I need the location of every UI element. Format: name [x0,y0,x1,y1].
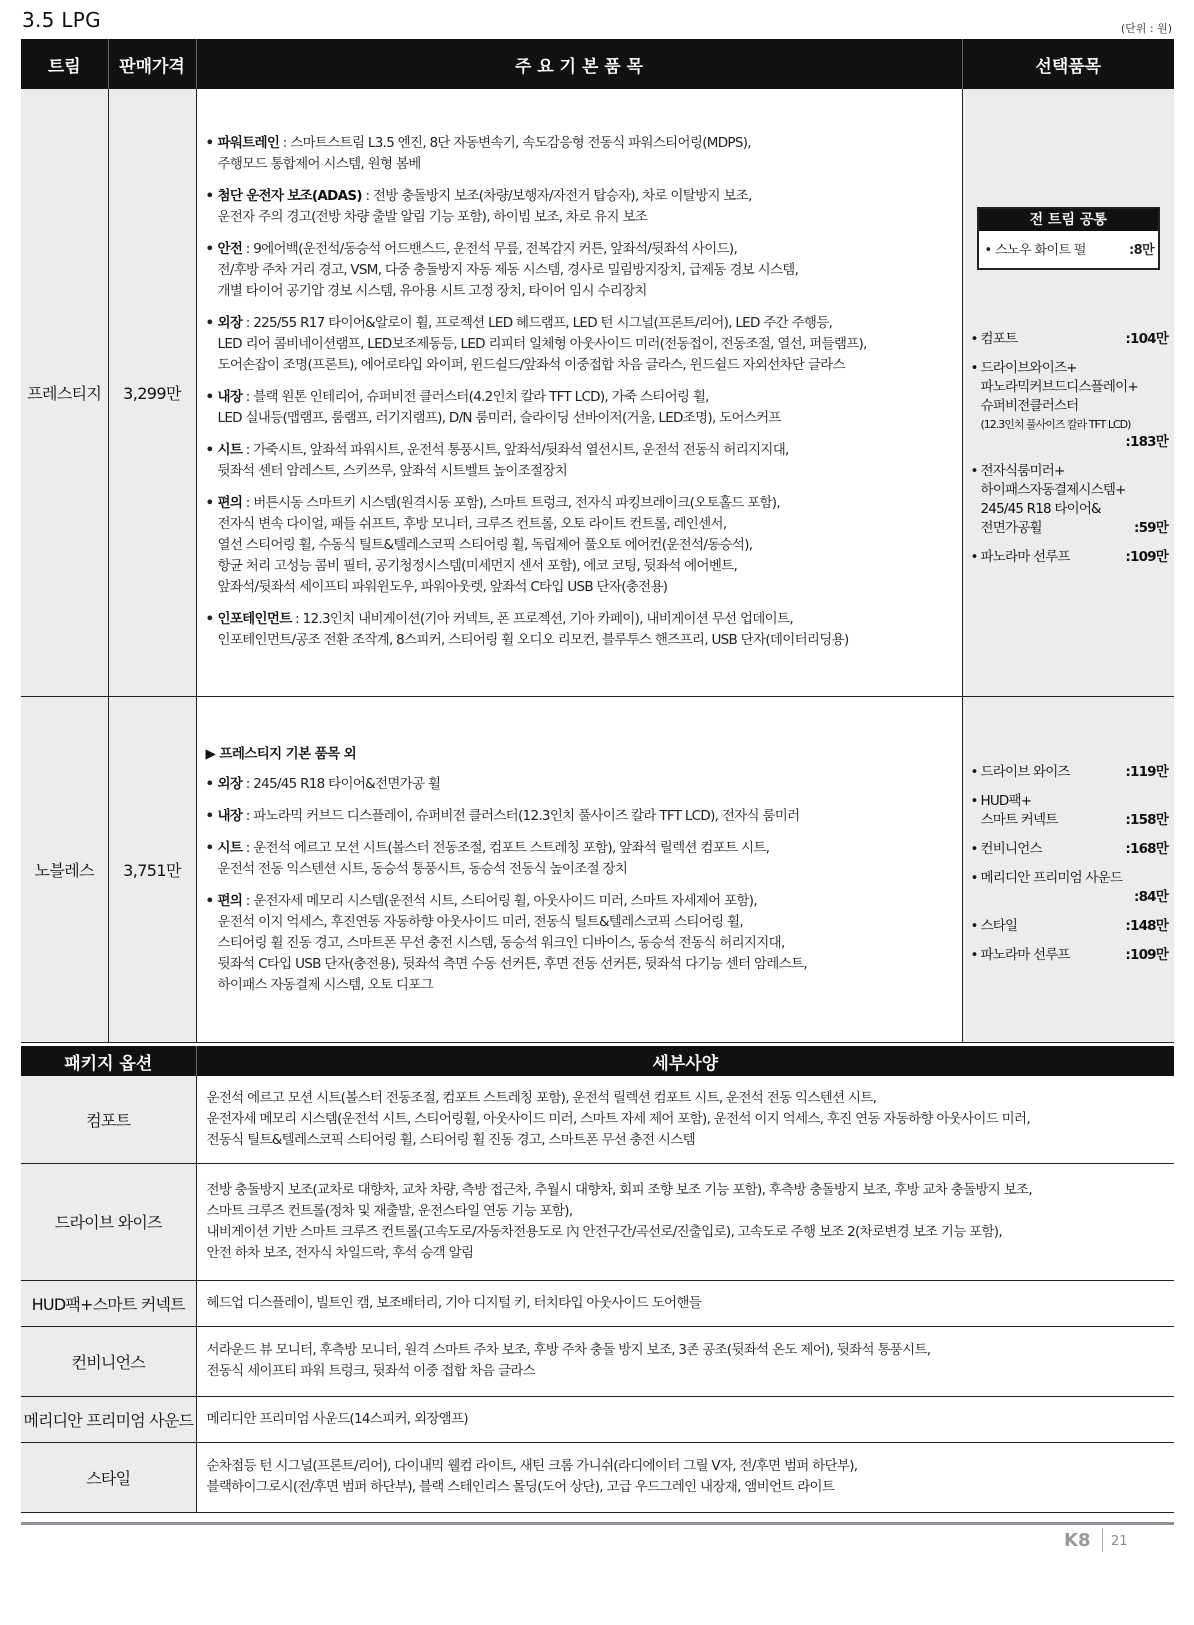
item-category: 외장 [217,776,243,792]
option-price: :59만 [1133,520,1168,537]
package-detail-line: 내비게이션 기반 스마트 크루즈 컨트롤(고속도로/자동차전용도로 內 안전구간/곡선로/진출입로), 고속도로 주행 보조 2(차로변경 보조 기능 포함), [206,1223,1002,1240]
item-text: 항균 처리 고성능 콤비 필터, 공기청정시스템(미세먼지 센서 포함), 에코 코팅, 뒷좌석 에어벤트, [217,558,738,575]
item-text: 도어손잡이 조명(프론트), 에어로타입 와이퍼, 윈드쉴드/앞좌석 이중접합 차음 글라스, 윈드쉴드 자외선차단 글라스 [217,357,845,374]
option-item [971,917,1169,936]
option-row [981,811,1169,830]
option-name: 슈퍼비전클러스터 [980,398,1079,415]
item-text: 열선 스티어링 휠, 수동식 틸트&텔레스코픽 스티어링 휠, 독립제어 풀오토 에어컨(운전석/동승석), [217,537,753,554]
item-text: 블랙 원톤 인테리어, 슈퍼비전 클러스터(4.2인치 칼라 TFT LCD), 가죽 스티어링 휠, [253,389,709,406]
item-category: 시트 [217,442,243,459]
item-text: 운전자 주의 경고(전방 차량 출발 알림 기능 포함), 하이빔 보조, 차로 유지 보조 [217,209,648,226]
package-detail [196,1280,1174,1326]
option-row [981,917,1169,936]
item-text: LED 리어 콤비네이션램프, LED보조제동등, LED 리피터 일체형 아웃사이드 미러(전동접이, 전동조절, 열선, 퍼들램프), [217,336,867,353]
item-text: 운전석 이지 억세스, 후진연동 자동하향 아웃사이드 미러, 전동식 틸트&텔레스코픽 스티어링 휠, [217,914,743,930]
package-detail-line: 메리디안 프리미엄 사운드(14스피커, 외장앰프) [206,1410,468,1427]
option-name: • 파노라마 선루프 [980,947,1070,963]
option-name: • 메리디안 프리미엄 사운드 [980,870,1123,886]
item-category: 인포테인먼트 [217,611,292,628]
trim-name: 노블레스 [21,696,108,1042]
common-options-title: 전 트림 공통 [979,209,1159,231]
footer-separator [1102,1528,1103,1552]
package-row [21,1326,1174,1396]
item-text: 운전석 전동 익스텐션 시트, 동승석 통풍시트, 동승석 전동식 높이조절 장치 [217,861,628,877]
item-text: 주행모드 통합제어 시스템, 원형 봄베 [217,156,421,173]
item-category: 편의 [217,495,243,512]
package-row [21,1163,1174,1280]
package-detail-line: 스마트 크루즈 컨트롤(정차 및 재출발, 운전스타일 연동 기능 포함), [206,1202,573,1219]
item-text: 9에어백(운전석/동승석 어드밴스드, 운전석 무릎, 전복감지 커튼, 앞좌석/뒷좌석 사이드), [253,241,738,258]
item-text: LED 실내등(맵램프, 룸램프, 러기지램프), D/N 룸미러, 슬라이딩 선바이저(거울, LED조명), 도어스커프 [217,410,781,427]
item-text: 전자식 변속 다이얼, 패들 쉬프트, 후방 모니터, 크루즈 컨트롤, 오토 라이트 컨트롤, 레인센서, [217,516,727,533]
package-name: 메리디안 프리미엄 사운드 [21,1396,196,1442]
package-name: 컨비니언스 [21,1326,196,1396]
basic-items-cell [196,696,962,1042]
option-name: 스노우 화이트 펄 [995,243,1086,259]
option-name: 스마트 커넥트 [980,812,1058,828]
option-name: • 스타일 [980,918,1018,934]
item-entry: • 첨단 운전자 보조(ADAS) : 전방 충돌방지 보조(차량/보행자/자전거 탑승자), 차로 이탈방지 보조, 운전자 주의 경고(전방 차량 출발 알림 기능 포함), 하이빔 보조, 차로 유지 보조 [206,186,954,228]
item-entry: • 외장 : 225/55 R17 타이어&알로이 휠, 프로젝션 LED 헤드램프, LED 턴 시그널(프론트/리어), LED 주간 주행등, LED 리어 콤비네이션램프, LED보조제동등, LED 리피터 일체형 아웃사이드 미러(전동접이, 전동조절, 열선, 퍼들램프), 도어손잡이 조명(프론트), 에어로타입 와이퍼, 윈드쉴드/앞좌석 이중접합 차음 글라스, 윈드쉴드 자외선차단 글라스 [206,313,954,376]
package-detail [196,1326,1174,1396]
item-category: 내장 [217,808,243,824]
option-name: • 드라이브와이즈+ [980,360,1077,377]
trim-row-prestige [21,89,1174,696]
item-text: 버튼시동 스마트키 시스템(원격시동 포함), 스마트 트렁크, 전자식 파킹브레이크(오토홀드 포함), [253,495,780,512]
option-price: :183만 [1125,434,1168,451]
package-detail-line: 블랙하이그로시(전/후면 범퍼 하단부), 블랙 스테인리스 몰딩(도어 상단), 고급 우드그레인 내장재, 앰비언트 라이트 [206,1479,835,1495]
option-item [971,330,1169,349]
basic-items-list [197,774,962,996]
package-detail-line: 전방 충돌방지 보조(교차로 대향차, 교차 차량, 측방 접근차, 추월시 대향차, 회피 조향 보조 기능 포함), 후측방 충돌방지 보조, 후방 교차 충돌방지 보조, [206,1181,1032,1198]
item-text: 전방 충돌방지 보조(차량/보행자/자전거 탑승자), 차로 이탈방지 보조, [372,188,752,205]
option-item [971,548,1169,567]
option-price: :168만 [1125,841,1168,857]
option-price: :8만 [1128,243,1154,259]
options-list [963,330,1175,567]
header-price: 판매가격 [108,39,196,89]
item-entry: • 파워트레인 : 스마트스트림 L3.5 엔진, 8단 자동변속기, 속도감응형 전동식 파워스티어링(MDPS), 주행모드 통합제어 시스템, 원형 봄베 [206,133,954,175]
item-category: 안전 [217,241,243,258]
unit-note: (단위 : 원) [1120,22,1172,35]
option-name: 전면가공휠 [980,520,1042,537]
item-entry: • 인포테인먼트 : 12.3인치 내비게이션(기아 커넥트, 폰 프로젝션, 기아 카페이), 내비게이션 무선 업데이트, 인포테인먼트/공조 전환 조작계, 8스피커, 스티어링 휠 오디오 리모컨, 블루투스 핸즈프리, USB 단자(데이터리딩용) [206,609,954,651]
item-entry: • 편의 : 운전자세 메모리 시스템(운전석 시트, 스티어링 휠, 아웃사이드 미러, 스마트 자세제어 포함), 운전석 이지 억세스, 후진연동 자동하향 아웃사이드 미러, 전동식 틸트&텔레스코픽 스티어링 휠, 스티어링 휠 진동 경고, 스마트폰 무선 충전 시스템, 동승석 워크인 디바이스, 동승석 전동식 허리지지대, 뒷좌석 C타입 USB 단자(충전용), 뒷좌석 측면 수동 선커튼, 후면 전동 선커튼, 뒷좌석 다기능 센터 암레스트, 하이패스 자동결제 시스템, 오토 디포그 [206,891,954,996]
item-entry: • 편의 : 버튼시동 스마트키 시스템(원격시동 포함), 스마트 트렁크, 전자식 파킹브레이크(오토홀드 포함), 전자식 변속 다이얼, 패들 쉬프트, 후방 모니터, 크루즈 컨트롤, 오토 라이트 컨트롤, 레인센서, 열선 스티어링 휠, 수동식 틸트&텔레스코픽 스티어링 휠, 독립제어 풀오토 에어컨(운전석/동승석), 항균 처리 고성능 콤비 필터, 공기청정시스템(미세먼지 센서 포함), 에코 코팅, 뒷좌석 에어벤트, 앞좌석/뒷좌석 세이프티 파워윈도우, 파워아웃렛, 앞좌석 C타입 USB 단자(충전용) [206,493,954,598]
page-title: 3.5 LPG [22,8,101,32]
option-item [971,840,1169,859]
option-price: :84만 [1133,889,1168,905]
item-text: 245/45 R18 타이어&전면가공 휠 [253,776,441,792]
option-row [981,548,1169,567]
option-name: 하이패스자동결제시스템+ [980,482,1126,499]
option-name: 파노라믹커브드디스플레이+ [980,379,1138,396]
package-detail-line: 헤드업 디스플레이, 빌트인 캠, 보조배터리, 기아 디지털 키, 터치타입 아웃사이드 도어핸들 [206,1294,702,1311]
item-entry: • 안전 : 9에어백(운전석/동승석 어드밴스드, 운전석 무릎, 전복감지 커튼, 앞좌석/뒷좌석 사이드), 전/후방 주차 거리 경고, VSM, 다중 충돌방지 자동 제동 시스템, 경사로 밀림방지장치, 급제동 경보 시스템, 개별 타이어 공기압 경보 시스템, 유아용 시트 고정 장치, 타이어 임시 수리장치 [206,239,954,302]
option-name: • 드라이브 와이즈 [980,764,1070,780]
common-option-item: • 스노우 화이트 펄 :8만 [979,231,1159,268]
footer-divider [21,1522,1174,1525]
option-row [981,946,1169,965]
item-text: 스마트스트림 L3.5 엔진, 8단 자동변속기, 속도감응형 전동식 파워스티어링(MDPS), [290,135,751,152]
package-detail [196,1076,1174,1163]
option-name: • 파노라마 선루프 [980,549,1070,566]
package-detail-line: 전동식 세이프티 파워 트렁크, 뒷좌석 이중 접합 차음 글라스 [206,1363,536,1379]
option-row [981,330,1169,349]
option-item [971,359,1169,452]
item-category: 파워트레인 [217,135,280,152]
package-row [21,1442,1174,1512]
package-detail [196,1396,1174,1442]
header-package-detail: 세부사양 [196,1046,1174,1076]
option-name: • 전자식룸미러+ [980,463,1065,480]
option-row [981,519,1169,538]
header-trim: 트림 [21,39,108,89]
item-text: 인포테인먼트/공조 전환 조작계, 8스피커, 스티어링 휠 오디오 리모컨, 블루투스 핸즈프리, USB 단자(데이터리딩용) [217,632,849,649]
item-text: 운전자세 메모리 시스템(운전석 시트, 스티어링 휠, 아웃사이드 미러, 스마트 자세제어 포함), [253,893,757,909]
package-detail-line: 안전 하차 보조, 전자식 차일드락, 후석 승객 알림 [206,1244,474,1261]
item-text: 225/55 R17 타이어&알로이 휠, 프로젝션 LED 헤드램프, LED 턴 시그널(프론트/리어), LED 주간 주행등, [253,315,833,332]
item-text: 뒷좌석 센터 암레스트, 스키쓰루, 앞좌석 시트벨트 높이조절장치 [217,463,568,480]
item-category: 내장 [217,389,243,406]
item-text: 파노라믹 커브드 디스플레이, 슈퍼비전 클러스터(12.3인치 풀사이즈 칼라 TFT LCD), 전자식 룸미러 [253,808,800,824]
item-entry: • 외장 : 245/45 R18 타이어&전면가공 휠 [206,774,954,795]
options-cell [962,89,1174,696]
item-category: 편의 [217,893,243,909]
header-package-name: 패키지 옵션 [21,1046,196,1076]
option-price: :119만 [1125,764,1168,780]
option-price: :104만 [1125,331,1168,348]
options-cell [962,696,1174,1042]
option-name: • HUD팩+ [980,793,1032,809]
item-text: 개별 타이어 공기압 경보 시스템, 유아용 시트 고정 장치, 타이어 임시 수리장치 [217,283,647,300]
trim-table [21,39,1174,1043]
option-item [971,946,1169,965]
trim-price: 3,751만 [108,696,196,1042]
trim-row-noblesse [21,696,1174,1042]
basic-items-list [197,133,962,651]
option-price: :109만 [1125,947,1168,963]
package-row [21,1280,1174,1326]
option-name: • 컴포트 [980,331,1018,348]
page-number: 21 [1111,1534,1128,1549]
common-options-box [977,207,1161,270]
item-text: 운전석 에르고 모션 시트(볼스터 전동조절, 컴포트 스트레칭 포함), 앞좌석 릴렉션 컴포트 시트, [253,840,770,856]
item-category: 첨단 운전자 보조(ADAS) [217,188,362,205]
package-detail [196,1163,1174,1280]
package-detail-line: 운전석 에르고 모션 시트(볼스터 전동조절, 컴포트 스트레칭 포함), 운전석 릴렉션 컴포트 시트, 운전석 전동 익스텐션 시트, [206,1089,877,1106]
item-category: 외장 [217,315,243,332]
header-options: 선택품목 [962,39,1174,89]
package-name: 컴포트 [21,1076,196,1163]
option-item [971,462,1169,538]
package-detail-line: 운전자세 메모리 시스템(운전석 시트, 스티어링휠, 아웃사이드 미러, 스마트 자세 제어 포함), 운전석 이지 억세스, 후진 연동 자동하향 아웃사이드 미러, [206,1110,1030,1127]
item-text: 12.3인치 내비게이션(기아 커넥트, 폰 프로젝션, 기아 카페이), 내비게이션 무선 업데이트, [302,611,793,628]
item-entry: • 내장 : 파노라믹 커브드 디스플레이, 슈퍼비전 클러스터(12.3인치 풀사이즈 칼라 TFT LCD), 전자식 룸미러 [206,806,954,827]
package-row [21,1076,1174,1163]
option-name: 245/45 R18 타이어& [980,501,1101,518]
item-text: 뒷좌석 C타입 USB 단자(충전용), 뒷좌석 측면 수동 선커튼, 후면 전동 선커튼, 뒷좌석 다기능 센터 암레스트, [217,956,807,972]
item-text: 가죽시트, 앞좌석 파워시트, 운전석 통풍시트, 앞좌석/뒷좌석 열선시트, 운전석 전동식 허리지지대, [253,442,789,459]
option-name: • 컨비니언스 [980,841,1042,857]
footer-model-name: K8 [1064,1530,1091,1551]
header-basic-items: 주 요 기 본 품 목 [196,39,962,89]
package-detail-line: 순차점등 턴 시그널(프론트/리어), 다이내믹 웰컴 라이트, 새틴 크롬 가니쉬(라디에이터 그릴 V자, 전/후면 범퍼 하단부), [206,1458,858,1474]
option-row [981,763,1169,782]
trim-name: 프레스티지 [21,89,108,696]
option-price: :148만 [1125,918,1168,934]
option-item [971,792,1169,830]
item-text: 하이패스 자동결제 시스템, 오토 디포그 [217,977,433,993]
package-row [21,1396,1174,1442]
package-detail [196,1442,1174,1512]
item-text: 전/후방 주차 거리 경고, VSM, 다중 충돌방지 자동 제동 시스템, 경사로 밀림방지장치, 급제동 경보 시스템, [217,262,799,279]
option-subnote: (12.3인치 풀사이즈 칼라 TFT LCD) [980,418,1131,432]
options-list [963,763,1175,965]
option-item [971,763,1169,782]
item-category: 시트 [217,840,243,856]
basic-items-cell [196,89,962,696]
item-entry: • 내장 : 블랙 원톤 인테리어, 슈퍼비전 클러스터(4.2인치 칼라 TFT LCD), 가죽 스티어링 휠, LED 실내등(맵램프, 룸램프, 러기지램프), D/N 룸미러, 슬라이딩 선바이저(거울, LED조명), 도어스커프 [206,387,954,429]
option-item [971,869,1169,907]
package-name: 스타일 [21,1442,196,1512]
item-text: 앞좌석/뒷좌석 세이프티 파워윈도우, 파워아웃렛, 앞좌석 C타입 USB 단자(충전용) [217,579,668,596]
option-price: :158만 [1125,812,1168,828]
item-entry: • 시트 : 가죽시트, 앞좌석 파워시트, 운전석 통풍시트, 앞좌석/뒷좌석 열선시트, 운전석 전동식 허리지지대, 뒷좌석 센터 암레스트, 스키쓰루, 앞좌석 시트벨트 높이조절장치 [206,440,954,482]
base-note: ▶ 프레스티지 기본 품목 외 [205,746,357,762]
package-table [21,1046,1174,1513]
package-detail-line: 전동식 틸트&텔레스코픽 스티어링 휠, 스티어링 휠 진동 경고, 스마트폰 무선 충전 시스템 [206,1131,695,1148]
trim-price: 3,299만 [108,89,196,696]
package-name: HUD팩+스마트 커넥트 [21,1280,196,1326]
package-detail-line: 서라운드 뷰 모니터, 후측방 모니터, 원격 스마트 주차 보조, 후방 주차 충돌 방지 보조, 3존 공조(뒷좌석 온도 제어), 뒷좌석 통풍시트, [206,1342,931,1358]
item-text: 스티어링 휠 진동 경고, 스마트폰 무선 충전 시스템, 동승석 워크인 디바이스, 동승석 전동식 허리지지대, [217,935,785,951]
item-entry: • 시트 : 운전석 에르고 모션 시트(볼스터 전동조절, 컴포트 스트레칭 포함), 앞좌석 릴렉션 컴포트 시트, 운전석 전동 익스텐션 시트, 동승석 통풍시트, 동승석 전동식 높이조절 장치 [206,838,954,880]
option-row [981,840,1169,859]
package-name: 드라이브 와이즈 [21,1163,196,1280]
option-price: :109만 [1125,549,1168,566]
